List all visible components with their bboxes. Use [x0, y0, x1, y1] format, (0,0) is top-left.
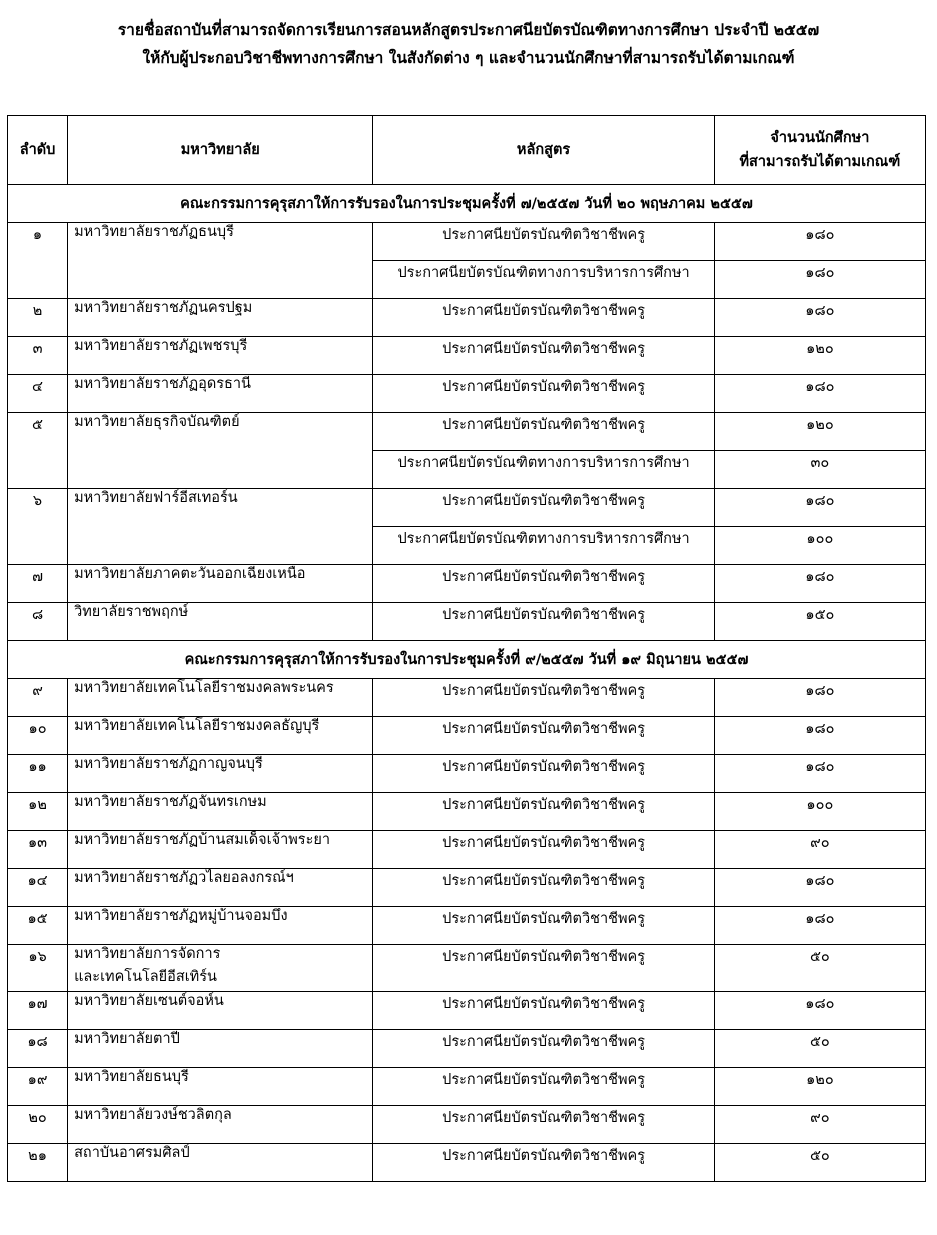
- cell-university: [68, 793, 373, 831]
- table-row: [8, 992, 926, 1030]
- university-name-line: มหาวิทยาลัยราชภัฏวไลยอลงกรณ์ฯ: [74, 870, 294, 886]
- table-body: [8, 185, 926, 1182]
- cell-no: ๒: [8, 299, 68, 337]
- table-row: [8, 717, 926, 755]
- cell-no: ๑: [8, 223, 68, 299]
- cell-curriculum: ประกาศนียบัตรบัณฑิตทางการบริหารการศึกษา: [373, 527, 714, 565]
- cell-curriculum: ประกาศนียบัตรบัณฑิตวิชาชีพครู: [373, 793, 714, 831]
- university-name-line: มหาวิทยาลัยเทคโนโลยีราชมงคลธัญบุรี: [74, 718, 320, 734]
- header-no: ลำดับ: [8, 116, 68, 185]
- table-row: [8, 869, 926, 907]
- header-students: [714, 116, 925, 185]
- university-name-line: มหาวิทยาลัยเซนต์จอห์น: [74, 993, 224, 1009]
- cell-curriculum: ประกาศนียบัตรบัณฑิตวิชาชีพครู: [373, 337, 714, 375]
- cell-curriculum: ประกาศนียบัตรบัณฑิตวิชาชีพครู: [373, 992, 714, 1030]
- university-name-line: สถาบันอาศรมศิลป์: [74, 1145, 190, 1161]
- cell-no: ๑๑: [8, 755, 68, 793]
- header-row: [8, 116, 926, 185]
- cell-university: [68, 299, 373, 337]
- university-name-line: มหาวิทยาลัยการจัดการ: [74, 946, 221, 962]
- table-row: [8, 603, 926, 641]
- table-row: [8, 223, 926, 261]
- cell-no: ๑๐: [8, 717, 68, 755]
- cell-curriculum: ประกาศนียบัตรบัณฑิตวิชาชีพครู: [373, 1106, 714, 1144]
- section-heading-row: [8, 641, 926, 679]
- cell-students: ๓๐: [714, 451, 925, 489]
- university-name-line: มหาวิทยาลัยฟาร์อีสเทอร์น: [74, 490, 238, 506]
- table-row: [8, 907, 926, 945]
- section-heading: คณะกรรมการคุรุสภาให้การรับรองในการประชุมครั้งที่ ๙/๒๕๕๗ วันที่ ๑๙ มิถุนายน ๒๕๕๗: [8, 641, 926, 679]
- cell-curriculum: ประกาศนียบัตรบัณฑิตวิชาชีพครู: [373, 717, 714, 755]
- cell-students: ๑๘๐: [714, 565, 925, 603]
- cell-curriculum: ประกาศนียบัตรบัณฑิตวิชาชีพครู: [373, 831, 714, 869]
- cell-curriculum: ประกาศนียบัตรบัณฑิตวิชาชีพครู: [373, 1068, 714, 1106]
- header-students-line-2: ที่สามารถรับได้ตามเกณฑ์: [739, 154, 901, 170]
- cell-students: ๑๒๐: [714, 413, 925, 451]
- cell-no: ๑๕: [8, 907, 68, 945]
- cell-university: [68, 717, 373, 755]
- cell-students: ๑๕๐: [714, 603, 925, 641]
- cell-students: ๑๘๐: [714, 679, 925, 717]
- cell-students: ๙๐: [714, 1106, 925, 1144]
- university-name-line: วิทยาลัยราชพฤกษ์: [74, 604, 189, 620]
- cell-students: ๑๘๐: [714, 869, 925, 907]
- table-row: [8, 679, 926, 717]
- table-row: [8, 337, 926, 375]
- cell-curriculum: ประกาศนียบัตรบัณฑิตวิชาชีพครู: [373, 489, 714, 527]
- table-row: [8, 793, 926, 831]
- table-row: [8, 945, 926, 992]
- cell-students: ๑๘๐: [714, 755, 925, 793]
- cell-no: ๑๓: [8, 831, 68, 869]
- cell-curriculum: ประกาศนียบัตรบัณฑิตวิชาชีพครู: [373, 907, 714, 945]
- cell-students: ๑๐๐: [714, 793, 925, 831]
- cell-no: ๔: [8, 375, 68, 413]
- cell-students: ๑๒๐: [714, 1068, 925, 1106]
- table-row: [8, 831, 926, 869]
- university-name-line: มหาวิทยาลัยราชภัฏธนบุรี: [74, 224, 234, 240]
- university-name-line: มหาวิทยาลัยราชภัฏบ้านสมเด็จเจ้าพระยา: [74, 832, 331, 848]
- cell-no: ๘: [8, 603, 68, 641]
- cell-curriculum: ประกาศนียบัตรบัณฑิตวิชาชีพครู: [373, 223, 714, 261]
- cell-curriculum: ประกาศนียบัตรบัณฑิตวิชาชีพครู: [373, 375, 714, 413]
- cell-students: ๑๘๐: [714, 261, 925, 299]
- cell-students: ๑๘๐: [714, 489, 925, 527]
- cell-no: ๒๐: [8, 1106, 68, 1144]
- cell-university: [68, 755, 373, 793]
- cell-university: [68, 1030, 373, 1068]
- cell-students: ๕๐: [714, 1144, 925, 1182]
- institution-table: [7, 115, 926, 1182]
- table-row: [8, 1106, 926, 1144]
- table-row: [8, 565, 926, 603]
- cell-curriculum: ประกาศนียบัตรบัณฑิตวิชาชีพครู: [373, 755, 714, 793]
- cell-curriculum: ประกาศนียบัตรบัณฑิตวิชาชีพครู: [373, 603, 714, 641]
- cell-curriculum: ประกาศนียบัตรบัณฑิตวิชาชีพครู: [373, 679, 714, 717]
- cell-curriculum: ประกาศนียบัตรบัณฑิตวิชาชีพครู: [373, 413, 714, 451]
- cell-university: [68, 375, 373, 413]
- cell-no: ๑๔: [8, 869, 68, 907]
- table-row: [8, 755, 926, 793]
- cell-curriculum: ประกาศนียบัตรบัณฑิตวิชาชีพครู: [373, 1030, 714, 1068]
- table-row: [8, 1144, 926, 1182]
- table-row: [8, 413, 926, 451]
- cell-university: [68, 945, 373, 992]
- cell-university: [68, 565, 373, 603]
- cell-students: ๑๘๐: [714, 717, 925, 755]
- table-row: [8, 1030, 926, 1068]
- cell-university: [68, 679, 373, 717]
- table-row: [8, 1068, 926, 1106]
- table-row: [8, 489, 926, 527]
- cell-students: ๑๐๐: [714, 527, 925, 565]
- university-name-line: มหาวิทยาลัยราชภัฏนครปฐม: [74, 300, 253, 316]
- cell-university: [68, 1106, 373, 1144]
- cell-university: [68, 489, 373, 565]
- cell-curriculum: ประกาศนียบัตรบัณฑิตวิชาชีพครู: [373, 945, 714, 992]
- cell-students: ๑๘๐: [714, 223, 925, 261]
- cell-no: ๕: [8, 413, 68, 489]
- cell-university: [68, 223, 373, 299]
- cell-curriculum: ประกาศนียบัตรบัณฑิตทางการบริหารการศึกษา: [373, 451, 714, 489]
- title-line-2: ให้กับผู้ประกอบวิชาชีพทางการศึกษา ในสังกัดต่าง ๆ และจำนวนนักศึกษาที่สามารถรับได้ตามเกณฑ์: [142, 49, 795, 67]
- university-name-line: มหาวิทยาลัยราชภัฏจันทรเกษม: [74, 794, 267, 810]
- cell-curriculum: ประกาศนียบัตรบัณฑิตวิชาชีพครู: [373, 565, 714, 603]
- cell-no: ๗: [8, 565, 68, 603]
- cell-no: ๖: [8, 489, 68, 565]
- cell-no: ๒๑: [8, 1144, 68, 1182]
- cell-university: [68, 1068, 373, 1106]
- university-name-line: มหาวิทยาลัยวงษ์ชวลิตกุล: [74, 1107, 232, 1123]
- header-students-line-1: จำนวนนักศึกษา: [770, 130, 870, 146]
- university-name-line: มหาวิทยาลัยภาคตะวันออกเฉียงเหนือ: [74, 566, 306, 582]
- cell-university: [68, 907, 373, 945]
- university-name-line: มหาวิทยาลัยเทคโนโลยีราชมงคลพระนคร: [74, 680, 334, 696]
- cell-students: ๑๘๐: [714, 375, 925, 413]
- university-name-line: มหาวิทยาลัยธนบุรี: [74, 1069, 189, 1085]
- university-name-line: มหาวิทยาลัยราชภัฏเพชรบุรี: [74, 338, 248, 354]
- cell-university: [68, 337, 373, 375]
- table-row: [8, 299, 926, 337]
- cell-no: ๑๘: [8, 1030, 68, 1068]
- cell-university: [68, 992, 373, 1030]
- cell-no: ๑๖: [8, 945, 68, 992]
- university-name-line: มหาวิทยาลัยธุรกิจบัณฑิตย์: [74, 414, 240, 430]
- university-name-line: มหาวิทยาลัยราชภัฏอุดรธานี: [74, 376, 251, 392]
- section-heading-row: [8, 185, 926, 223]
- cell-university: [68, 413, 373, 489]
- cell-students: ๑๘๐: [714, 992, 925, 1030]
- cell-curriculum: ประกาศนียบัตรบัณฑิตวิชาชีพครู: [373, 299, 714, 337]
- cell-no: ๙: [8, 679, 68, 717]
- header-curriculum: หลักสูตร: [373, 116, 714, 185]
- university-name-line: มหาวิทยาลัยราชภัฏกาญจนบุรี: [74, 756, 263, 772]
- cell-no: ๓: [8, 337, 68, 375]
- cell-university: [68, 869, 373, 907]
- cell-curriculum: ประกาศนียบัตรบัณฑิตวิชาชีพครู: [373, 869, 714, 907]
- university-name-line: และเทคโนโลยีอีสเทิร์น: [74, 969, 217, 985]
- cell-students: ๙๐: [714, 831, 925, 869]
- cell-no: ๑๒: [8, 793, 68, 831]
- document-title: [0, 16, 937, 72]
- university-name-line: มหาวิทยาลัยตาปี: [74, 1031, 180, 1047]
- cell-university: [68, 1144, 373, 1182]
- cell-curriculum: ประกาศนียบัตรบัณฑิตวิชาชีพครู: [373, 1144, 714, 1182]
- cell-students: ๑๘๐: [714, 299, 925, 337]
- cell-curriculum: ประกาศนียบัตรบัณฑิตทางการบริหารการศึกษา: [373, 261, 714, 299]
- cell-students: ๕๐: [714, 945, 925, 992]
- title-line-1: รายชื่อสถาบันที่สามารถจัดการเรียนการสอนหลักสูตรประกาศนียบัตรบัณฑิตทางการศึกษา ประจำปี ๒๕๕๗: [117, 21, 820, 39]
- cell-students: ๑๒๐: [714, 337, 925, 375]
- cell-no: ๑๙: [8, 1068, 68, 1106]
- cell-university: [68, 831, 373, 869]
- cell-no: ๑๗: [8, 992, 68, 1030]
- header-university: มหาวิทยาลัย: [68, 116, 373, 185]
- section-heading: คณะกรรมการคุรุสภาให้การรับรองในการประชุมครั้งที่ ๗/๒๕๕๗ วันที่ ๒๐ พฤษภาคม ๒๕๕๗: [8, 185, 926, 223]
- cell-students: ๕๐: [714, 1030, 925, 1068]
- university-name-line: มหาวิทยาลัยราชภัฏหมู่บ้านจอมบึง: [74, 908, 288, 924]
- cell-students: ๑๘๐: [714, 907, 925, 945]
- table-row: [8, 375, 926, 413]
- cell-university: [68, 603, 373, 641]
